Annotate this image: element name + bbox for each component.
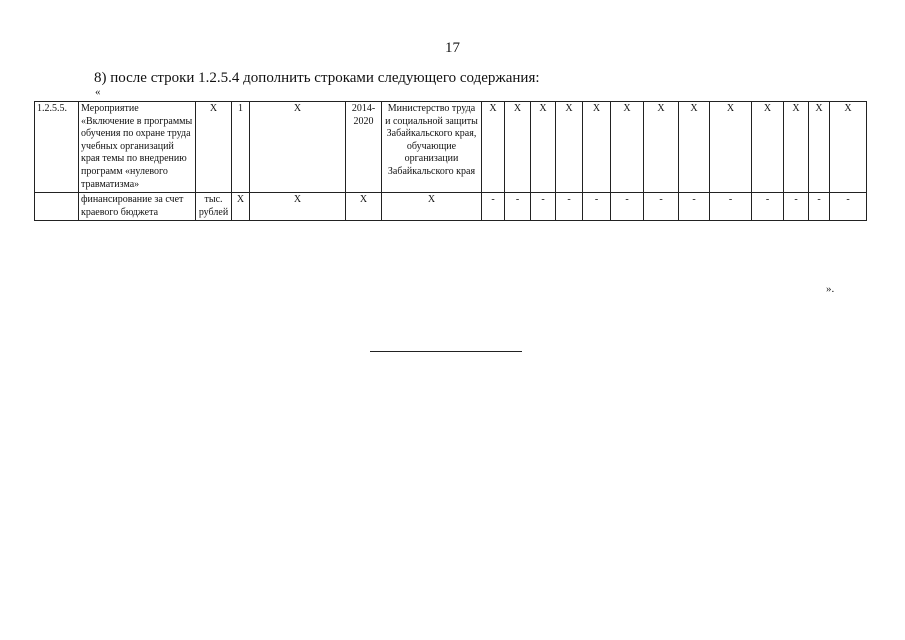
value-cell: - (784, 193, 809, 221)
period-cell: 2014-2020 (346, 102, 382, 193)
value-cell: - (644, 193, 679, 221)
row-name: финансирование за счет краевого бюджета (79, 193, 196, 221)
value-cell: Х (784, 102, 809, 193)
value-cell: Х (232, 193, 250, 221)
open-quote: « (95, 86, 101, 98)
value-cell: 1 (232, 102, 250, 193)
value-cell: - (505, 193, 531, 221)
value-cell: Х (583, 102, 611, 193)
value-cell: Х (556, 102, 583, 193)
row-code: 1.2.5.5. (35, 102, 79, 193)
table-row (35, 193, 867, 221)
close-quote: ». (826, 283, 835, 295)
value-cell: - (583, 193, 611, 221)
value-cell: Х (250, 102, 346, 193)
period-cell: Х (346, 193, 382, 221)
row-code (35, 193, 79, 221)
value-cell: - (679, 193, 710, 221)
value-cell: - (830, 193, 867, 221)
unit-cell: тыс. рублей (196, 193, 232, 221)
program-table (34, 101, 867, 221)
intro-text: 8) после строки 1.2.5.4 дополнить строками следующего содержания: (94, 70, 540, 86)
bottom-rule (370, 351, 522, 352)
value-cell: Х (644, 102, 679, 193)
value-cell: - (752, 193, 784, 221)
value-cell: Х (250, 193, 346, 221)
value-cell: Х (809, 102, 830, 193)
unit-cell: Х (196, 102, 232, 193)
value-cell: Х (830, 102, 867, 193)
value-cell: - (710, 193, 752, 221)
value-cell: Х (482, 102, 505, 193)
value-cell: Х (505, 102, 531, 193)
value-cell: Х (710, 102, 752, 193)
value-cell: - (809, 193, 830, 221)
value-cell: - (531, 193, 556, 221)
value-cell: - (482, 193, 505, 221)
row-name: Мероприятие «Включение в программы обучения по охране труда учебных организаций края темы по внедрению программ «нулевого травматизма» (79, 102, 196, 193)
value-cell: Х (611, 102, 644, 193)
executor-cell: Х (382, 193, 482, 221)
value-cell: Х (752, 102, 784, 193)
value-cell: - (611, 193, 644, 221)
value-cell: - (556, 193, 583, 221)
table-row (35, 102, 867, 193)
value-cell: Х (679, 102, 710, 193)
value-cell: Х (531, 102, 556, 193)
executor-cell: Министерство труда и социальной защиты Забайкальского края, обучающие организации Забайкальского края (382, 102, 482, 193)
page-number: 17 (445, 40, 460, 56)
